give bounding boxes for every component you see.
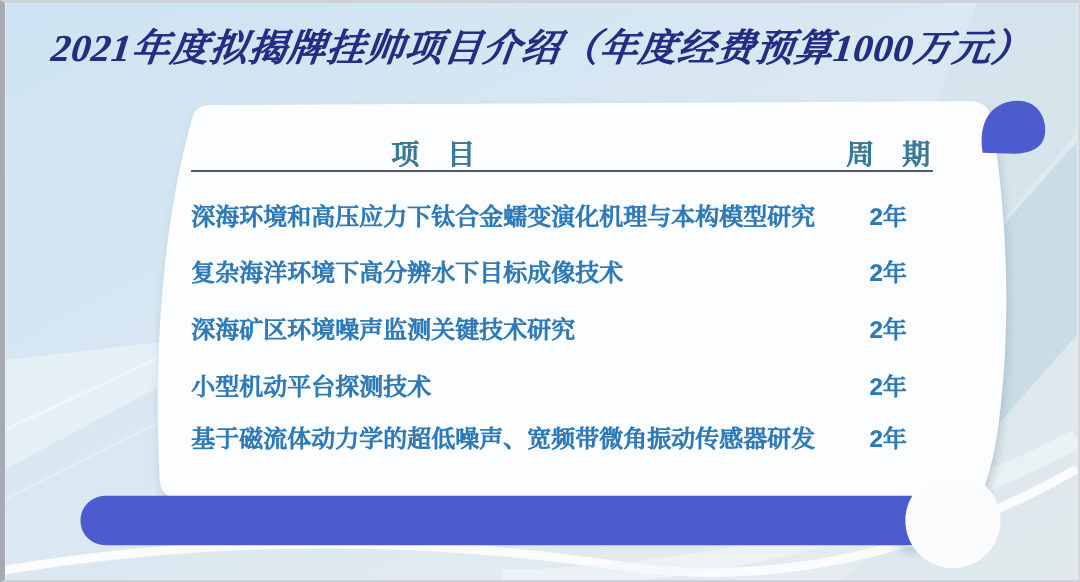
column-header-period: 周 期 xyxy=(846,139,931,170)
table-row-project: 小型机动平台探测技术 xyxy=(191,374,431,401)
table-row-period: 2年 xyxy=(869,374,907,401)
scroll-roll-cut xyxy=(905,473,1000,568)
column-header-project: 项 目 xyxy=(391,139,476,170)
header-divider xyxy=(191,170,933,172)
table-row-period: 2年 xyxy=(869,426,907,453)
table-row-period: 2年 xyxy=(869,204,907,231)
table-row-period: 2年 xyxy=(869,260,907,287)
background-graphics xyxy=(5,3,1078,580)
table-row-project: 复杂海洋环境下高分辨水下目标成像技术 xyxy=(191,260,623,287)
slide-title: 2021年度拟揭牌挂帅项目介绍（年度经费预算1000万元） xyxy=(48,28,1034,70)
table-row-project: 深海矿区环境噪声监测关键技术研究 xyxy=(191,317,575,344)
table-row-period: 2年 xyxy=(869,317,907,344)
table-row-project: 基于磁流体动力学的超低噪声、宽频带微角振动传感器研发 xyxy=(191,426,815,453)
table-row-project: 深海环境和高压应力下钛合金蠕变演化机理与本构模型研究 xyxy=(191,204,815,231)
scroll-roll-bar xyxy=(80,496,913,546)
